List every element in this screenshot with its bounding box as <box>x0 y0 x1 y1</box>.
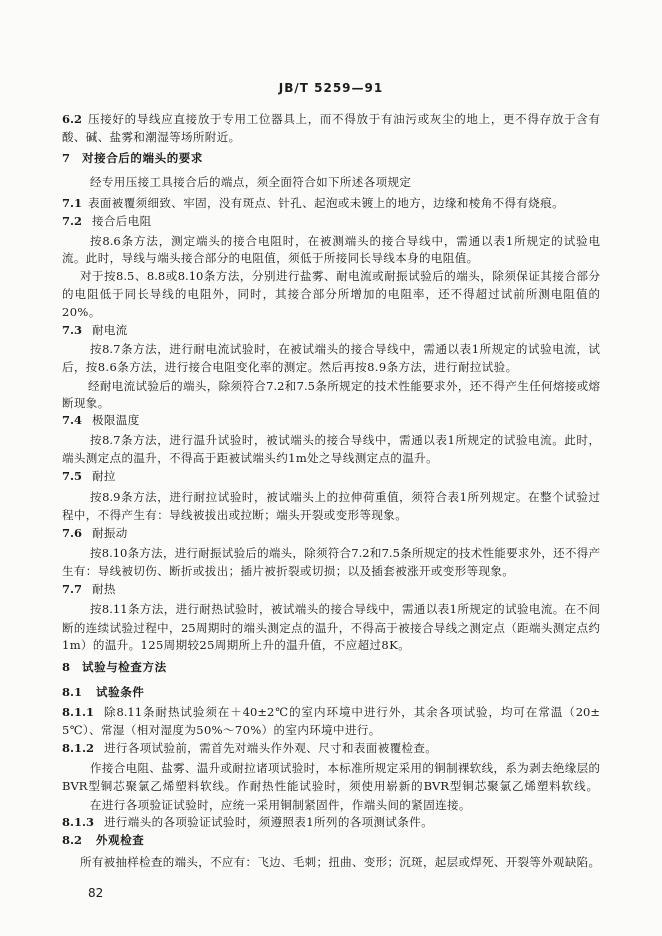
clause-8-2-heading <box>62 832 600 848</box>
section-7-intro-line <box>90 174 600 190</box>
clause-7-5-heading <box>62 468 600 484</box>
clause-8-1-1-line <box>62 722 600 738</box>
clause-number: 6.2 <box>62 112 83 126</box>
clause-7-6-text: 按8.10条方法，进行耐振试验后的端头，除须符合7.2和7.5条所规定的技术性能要求外，还不得产 <box>90 546 600 560</box>
standard-code-header: JB/T 5259—91 <box>278 81 384 95</box>
clause-7-1-text: 表面被覆须细致、牢固，没有斑点、针孔、起泡或未镀上的地方，边缘和棱角不得有烧痕。 <box>88 196 564 210</box>
clause-8-1-2-paragraph-line <box>90 797 600 813</box>
clause-number: 7.1 <box>62 196 83 210</box>
clause-7-2-heading <box>62 213 600 229</box>
clause-7-5-text: 程中，不得产生有：导线被拔出或拉断；端头开裂或变形等现象。 <box>62 508 408 522</box>
page-number: 82 <box>88 886 104 900</box>
clause-7-2-text: 流。此时，导线与端头接合部分的电阻值，须低于所接同长导线本身的电阻值。 <box>62 251 479 265</box>
clause-6-2-line <box>62 111 600 127</box>
clause-6-2-line <box>62 129 600 145</box>
clause-8-1-2-paragraph-line <box>90 760 600 776</box>
clause-8-1-2-text: 在进行各项验证试验时，应统一采用铜制紧固件，作端头间的紧固连接。 <box>90 798 471 812</box>
clause-7-6-title: 耐振动 <box>92 526 128 540</box>
section-7-heading <box>62 150 600 166</box>
clause-7-7-paragraph-line <box>62 620 600 636</box>
clause-8-2-text: 所有被抽样检查的端头，不应有：飞边、毛刺；扭曲、变形；沉斑，起层或焊死、开裂等外观缺陷。 <box>80 855 600 869</box>
clause-number: 7.4 <box>62 413 83 427</box>
clause-7-5-paragraph-line <box>62 507 600 523</box>
clause-7-2-paragraph-line <box>62 250 600 266</box>
clause-7-2-text: 对于按8.5、8.8或8.10条方法，分别进行盐雾、耐电流或耐振试验后的端头，除须保证其接合部分 <box>80 269 600 283</box>
clause-7-7-paragraph-line <box>62 637 600 653</box>
clause-7-3-text: 后，按8.6条方法，进行接合电阻变化率的测定。然后再按8.9条方法，进行耐拉试验。 <box>62 360 518 374</box>
clause-7-6-text: 生有：导线被切伤、断折或拔出；插片被折裂或切损；以及插套被涨开或变形等现象。 <box>62 564 515 578</box>
clause-7-7-heading <box>62 581 600 597</box>
clause-number: 7.6 <box>62 526 83 540</box>
clause-7-3-text: 经耐电流试验后的端头，除须符合7.2和7.5条所规定的技术性能要求外，还不得产生任何熔接或熔 <box>88 379 600 393</box>
clause-8-1-1-line <box>62 704 600 720</box>
clause-7-7-paragraph-line <box>90 601 600 617</box>
clause-7-3-title: 耐电流 <box>92 323 128 337</box>
clause-8-1-2-text: BVR型铜芯聚氯乙烯塑料软线。作耐热性能试验时，须使用崭新的BVR型铜芯聚氯乙烯塑料软线。 <box>62 779 598 793</box>
clause-7-4-paragraph-line <box>90 432 600 448</box>
clause-7-7-title: 耐热 <box>92 582 116 596</box>
clause-number: 8.1.1 <box>62 705 95 719</box>
clause-7-6-paragraph-line <box>62 563 600 579</box>
clause-7-3-text: 断现象。 <box>62 396 110 410</box>
clause-7-4-title: 极限温度 <box>92 413 140 427</box>
clause-number: 8.2 <box>62 833 83 847</box>
clause-number: 8.1 <box>62 685 83 699</box>
clause-7-2-text: 20%。 <box>62 305 101 319</box>
clause-7-3-paragraph-line <box>62 359 600 375</box>
clause-number: 8.1.2 <box>62 741 95 755</box>
clause-8-2-title: 外观检查 <box>96 833 145 847</box>
clause-number: 7.7 <box>62 582 83 596</box>
clause-8-1-1-text: 除8.11条耐热试验须在＋40±2℃的室内环境中进行外，其余各项试验，均可在常温（20± <box>104 705 600 719</box>
clause-6-2-text: 压接好的导线应直接放于专用工位器具上，而不得放于有油污或灰尘的地上，更不得存放于含有 <box>88 112 600 126</box>
clause-7-3-heading <box>62 322 600 338</box>
section-8-heading <box>62 659 600 675</box>
section-8-title: 试验与检查方法 <box>82 660 167 674</box>
clause-7-2-paragraph-line <box>90 233 600 249</box>
clause-8-1-1-text: 5℃）、常湿（相对湿度为50%～70%）的室内环境中进行。 <box>62 723 381 737</box>
clause-7-4-paragraph-line <box>62 450 600 466</box>
clause-8-1-3-line <box>62 814 600 830</box>
clause-8-2-paragraph-line <box>80 854 600 870</box>
clause-7-5-title: 耐拉 <box>92 469 116 483</box>
clause-7-1-line <box>62 195 600 211</box>
clause-7-2-paragraph-line <box>80 268 600 284</box>
clause-8-1-2-text: 进行各项试验前，需首先对端头作外观、尺寸和表面被覆检查。 <box>104 741 438 755</box>
section-7-title: 对接合后的端头的要求 <box>82 151 203 165</box>
clause-7-4-text: 端头测定点的温升，不得高于距被试端头约1m处之导线测定点的温升。 <box>62 451 439 465</box>
clause-7-3-paragraph-line <box>88 378 600 394</box>
section-number: 8 <box>62 660 71 674</box>
clause-7-6-heading <box>62 525 600 541</box>
clause-7-7-text: 1m）的温升。125周期较25周期所上升的温升值，不应超过8K。 <box>62 638 411 652</box>
clause-7-2-paragraph-line <box>62 304 600 320</box>
clause-7-7-text: 断的连续试验过程中，25周期时的端头测定点的温升，不得高于被接合导线之测定点（距端头测定点约 <box>62 621 600 635</box>
clause-7-3-paragraph-line <box>90 341 600 357</box>
clause-number: 7.3 <box>62 323 83 337</box>
clause-8-1-3-text: 进行端头的各项验证试验时，须遵照表1所列的各项测试条件。 <box>104 815 434 829</box>
clause-7-2-title: 接合后电阻 <box>92 214 152 228</box>
clause-7-4-heading <box>62 412 600 428</box>
section-7-intro-text: 经专用压接工具接合后的端点，须全面符合如下所述各项规定 <box>90 175 412 189</box>
clause-6-2-text: 酸、碱、盐雾和潮湿等场所附近。 <box>62 130 241 144</box>
clause-7-5-text: 按8.9条方法，进行耐拉试验时，被试端头上的拉伸荷重值，须符合表1所列规定。在整个试验过 <box>90 490 600 504</box>
section-number: 7 <box>62 151 71 165</box>
clause-8-1-heading <box>62 684 600 700</box>
clause-7-7-text: 按8.11条方法，进行耐热试验时，被试端头的接合导线中，需通以表1所规定的试验电流。在不间 <box>90 602 600 616</box>
clause-7-4-text: 按8.7条方法，进行温升试验时，被试端头的接合导线中，需通以表1所规定的试验电流。此时， <box>90 433 600 447</box>
clause-7-2-text: 按8.6条方法，测定端头的接合电阻时，在被测端头的接合导线中，需通以表1所规定的试验电 <box>90 234 600 248</box>
clause-7-3-text: 按8.7条方法，进行耐电流试验时，在被试端头的接合导线中，需通以表1所规定的试验电流，试 <box>90 342 600 356</box>
clause-number: 7.2 <box>62 214 83 228</box>
clause-7-2-paragraph-line <box>62 286 600 302</box>
clause-8-1-2-text: 作接合电阻、盐雾、温升或耐拉诸项试验时，本标准所规定采用的铜制裸软线，系为剥去绝缘层的 <box>90 761 600 775</box>
clause-8-1-2-line <box>62 740 600 756</box>
clause-8-1-title: 试验条件 <box>96 685 145 699</box>
clause-number: 8.1.3 <box>62 815 95 829</box>
clause-7-2-text: 的电阻低于同长导线的电阻外，同时，其接合部分所增加的电阻率，还不得超过试前所测电阻值的 <box>62 287 600 301</box>
clause-7-6-paragraph-line <box>90 545 600 561</box>
clause-7-3-paragraph-line <box>62 395 600 411</box>
clause-8-1-2-paragraph-line <box>62 778 598 794</box>
clause-7-5-paragraph-line <box>90 489 600 505</box>
clause-number: 7.5 <box>62 469 83 483</box>
